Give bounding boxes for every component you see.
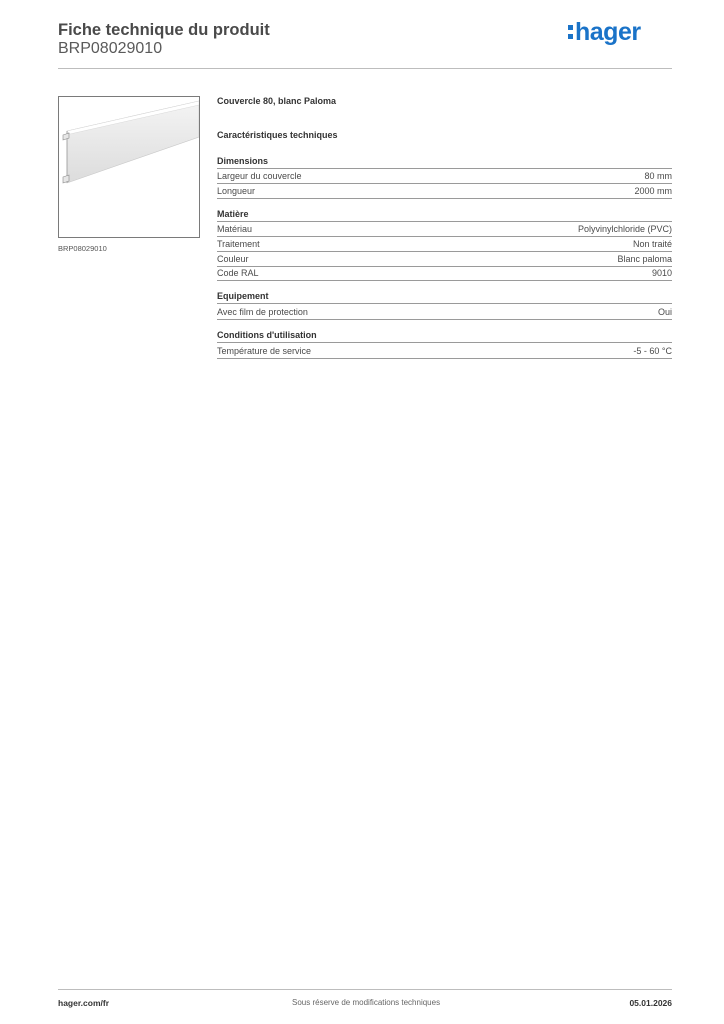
spec-label: Température de service: [217, 346, 312, 356]
footer-divider: [58, 989, 672, 990]
group-dimensions-title: Dimensions: [217, 155, 672, 169]
spec-row: [217, 222, 672, 237]
spec-label: Matériau: [217, 224, 253, 234]
spec-value: -5 - 60 °C: [633, 346, 672, 356]
spec-label: Longueur: [217, 186, 256, 196]
spec-label: Largeur du couvercle: [217, 171, 302, 181]
spec-row: [217, 252, 672, 267]
header-divider: [58, 68, 672, 69]
group-equipement-title: Equipement: [217, 290, 672, 304]
spec-value: Polyvinylchloride (PVC): [577, 224, 672, 234]
spec-label: Couleur: [217, 254, 249, 264]
spec-row: [217, 184, 672, 199]
footer-website-link[interactable]: hager.com/fr: [58, 998, 110, 1008]
spec-value: Oui: [657, 307, 672, 317]
logo-text: hager: [575, 17, 641, 46]
spec-row: [217, 169, 672, 184]
product-reference: BRP08029010: [58, 40, 163, 57]
spec-label: Avec film de protection: [217, 307, 308, 317]
spec-row: [217, 344, 672, 359]
spec-value: Blanc paloma: [617, 254, 672, 264]
footer-date: 05.01.2026: [629, 998, 672, 1008]
footer-notice: Sous réserve de modifications techniques: [292, 998, 441, 1007]
logo-colon-mark: [568, 23, 573, 41]
page-title: Fiche technique du produit: [58, 21, 270, 39]
spec-label: Code RAL: [217, 268, 259, 278]
product-name: Couvercle 80, blanc Paloma: [217, 96, 337, 106]
cover-profile-icon: [59, 97, 199, 237]
spec-label: Traitement: [217, 239, 260, 249]
group-conditions-title: Conditions d'utilisation: [217, 329, 672, 343]
spec-row: [217, 237, 672, 252]
product-image: [58, 96, 200, 238]
hager-logo: [568, 16, 641, 48]
spec-value: 9010: [651, 268, 672, 278]
group-matiere-title: Matière: [217, 208, 672, 222]
spec-row: [217, 266, 672, 281]
image-caption: BRP08029010: [58, 244, 107, 253]
spec-row: [217, 305, 672, 320]
spec-value: 80 mm: [644, 171, 672, 181]
specs-heading: Caractéristiques techniques: [217, 130, 338, 140]
spec-value: 2000 mm: [634, 186, 672, 196]
spec-value: Non traité: [632, 239, 672, 249]
